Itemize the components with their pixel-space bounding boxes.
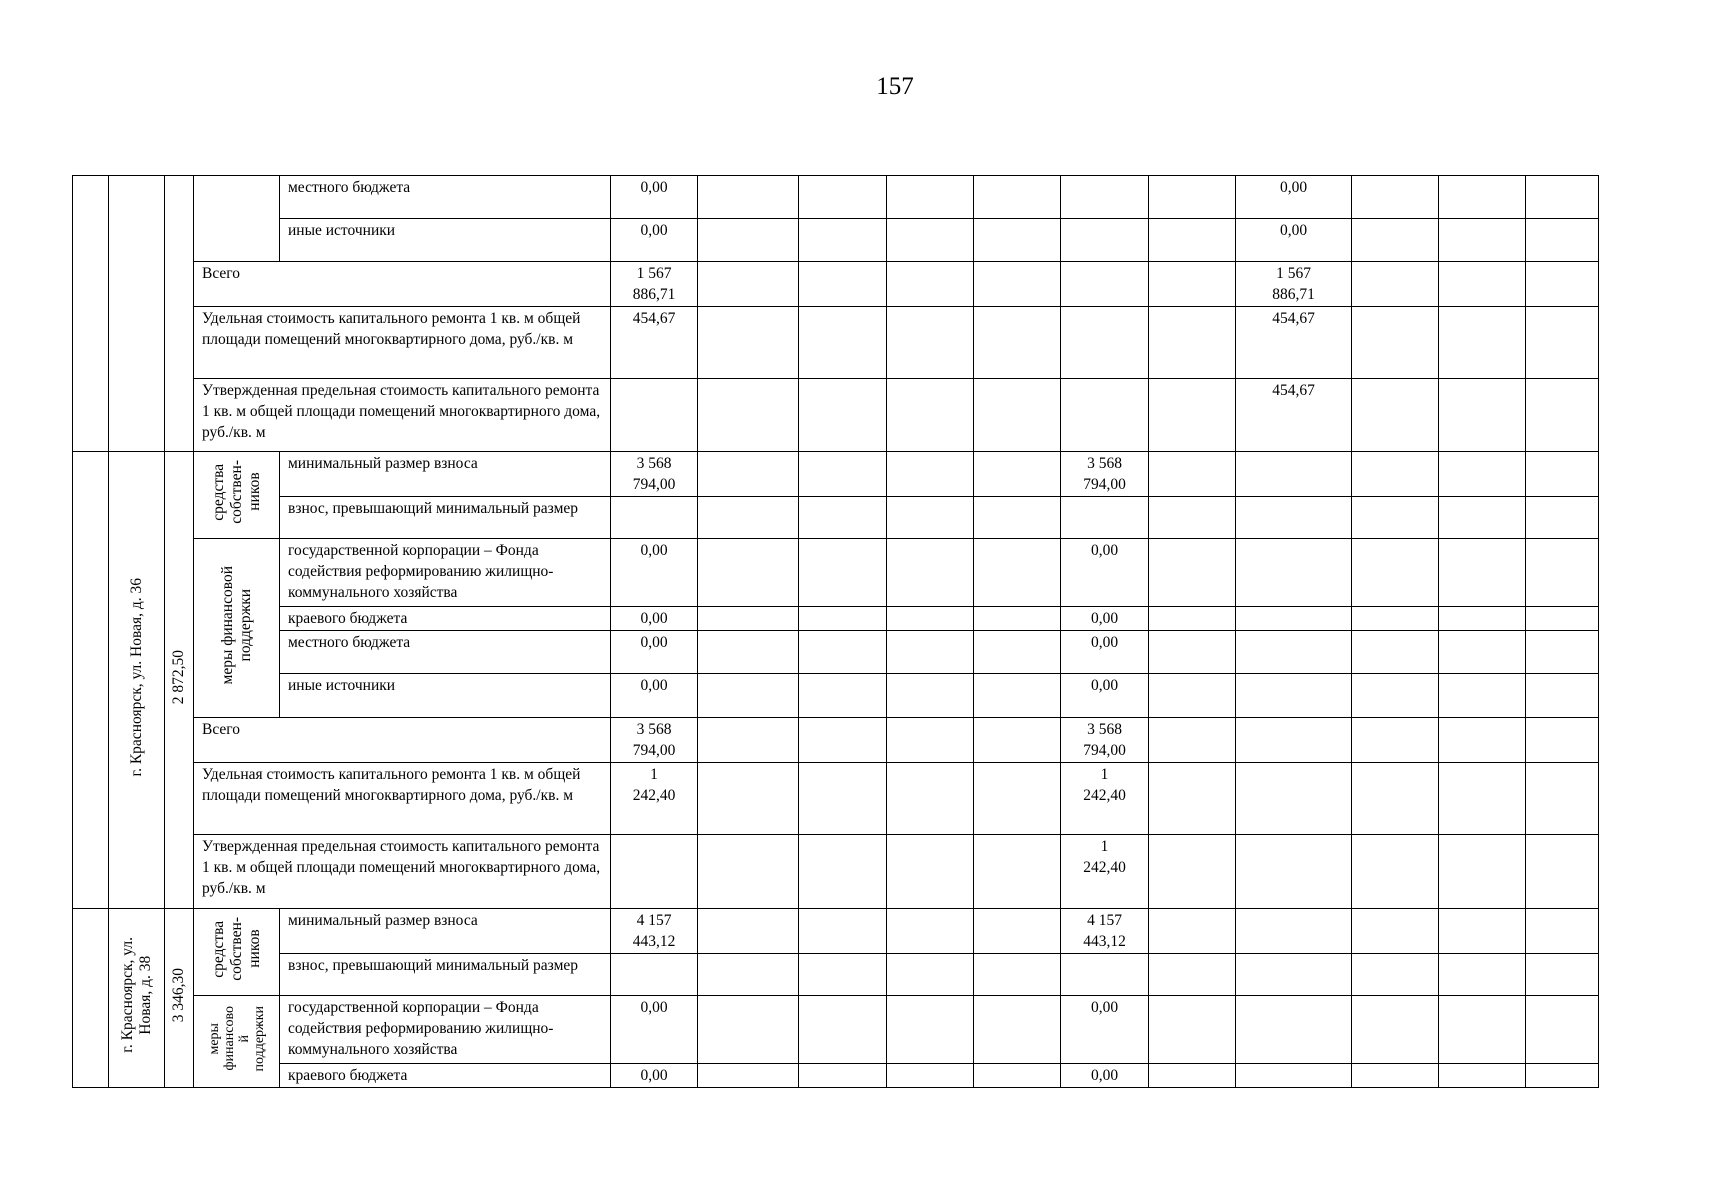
table-cell — [1352, 219, 1439, 262]
table-cell — [974, 763, 1061, 835]
table-cell — [1352, 607, 1439, 631]
table-cell — [1236, 607, 1352, 631]
address-text: г. Красноярск, ул. Новая, д. 36 — [127, 577, 145, 777]
table-cell — [1526, 631, 1599, 674]
total-value: 0,00 — [611, 674, 698, 718]
table-cell — [1439, 307, 1526, 379]
table-row — [73, 497, 1599, 539]
table-cell — [799, 379, 887, 452]
table-cell — [974, 954, 1061, 996]
work-value: 0,00 — [1061, 1064, 1149, 1088]
row-number-cell — [73, 176, 109, 452]
table-cell — [799, 631, 887, 674]
table-cell — [974, 307, 1061, 379]
table-cell — [1149, 954, 1236, 996]
table-cell — [1149, 379, 1236, 452]
table-cell — [1526, 452, 1599, 497]
table-cell — [1352, 763, 1439, 835]
total-value: 0,00 — [611, 996, 698, 1064]
table-cell — [1061, 307, 1149, 379]
table-cell — [1526, 763, 1599, 835]
work-value: 4 157 443,12 — [1061, 909, 1149, 954]
table-cell — [1439, 452, 1526, 497]
table-cell — [698, 909, 799, 954]
table-cell — [799, 996, 887, 1064]
table-row — [73, 262, 1599, 307]
table-cell — [1352, 379, 1439, 452]
total-value: 0,00 — [611, 607, 698, 631]
table-row — [73, 835, 1599, 909]
table-cell — [1526, 497, 1599, 539]
contribution-above-min-label: взнос, превышающий минимальный размер — [280, 954, 611, 996]
table-cell — [1149, 996, 1236, 1064]
table-row — [73, 909, 1599, 954]
table-cell — [887, 996, 974, 1064]
approved-limit-label: Утвержденная предельная стоимость капитального ремонта 1 кв. м общей площади помещений многоквартирного дома, руб./кв. м — [194, 379, 611, 452]
total-value: 454,67 — [611, 307, 698, 379]
table-cell — [799, 219, 887, 262]
table-cell — [1439, 909, 1526, 954]
owners-funds-cell — [194, 452, 280, 539]
table-cell — [974, 262, 1061, 307]
table-cell — [974, 718, 1061, 763]
table-cell — [799, 497, 887, 539]
table-row — [73, 607, 1599, 631]
address-cell — [109, 909, 165, 1088]
work-value: 0,00 — [1236, 176, 1352, 219]
work-value: 0,00 — [1061, 607, 1149, 631]
total-value: 0,00 — [611, 1064, 698, 1088]
owners-funds-line: собствен- — [227, 460, 245, 524]
table-cell — [1526, 909, 1599, 954]
table-cell — [1439, 718, 1526, 763]
table-cell — [887, 763, 974, 835]
table-cell — [1352, 539, 1439, 607]
table-cell — [1236, 909, 1352, 954]
table-cell — [698, 452, 799, 497]
work-value: 0,00 — [1236, 219, 1352, 262]
financial-support-line: поддержки — [236, 588, 254, 662]
table-cell — [799, 307, 887, 379]
table-cell — [887, 539, 974, 607]
table-cell — [799, 674, 887, 718]
other-sources-label: иные источники — [280, 219, 611, 262]
table-cell — [1352, 1064, 1439, 1088]
state-corporation-fund-label: государственной корпорации – Фонда содействия реформированию жилищно-коммунального хозяйства — [280, 996, 611, 1064]
table-cell — [1439, 996, 1526, 1064]
table-row — [73, 954, 1599, 996]
table-cell — [1149, 763, 1236, 835]
table-cell — [1352, 307, 1439, 379]
table-cell — [1236, 835, 1352, 909]
table-cell — [1352, 909, 1439, 954]
table-cell — [799, 176, 887, 219]
table-cell — [1149, 909, 1236, 954]
table-cell — [1526, 1064, 1599, 1088]
work-value: 0,00 — [1061, 631, 1149, 674]
table-cell — [698, 1064, 799, 1088]
area-cell — [165, 909, 194, 1088]
total-label: Всего — [194, 262, 611, 307]
table-row — [73, 718, 1599, 763]
work-value: 0,00 — [1061, 539, 1149, 607]
work-value: 454,67 — [1236, 379, 1352, 452]
table-cell — [1352, 497, 1439, 539]
table-cell — [887, 835, 974, 909]
total-label: Всего — [194, 718, 611, 763]
financial-support-line: меры финансовой — [218, 565, 236, 685]
owners-funds-line: средства — [209, 463, 227, 521]
work-value: 1 242,40 — [1061, 835, 1149, 909]
contribution-above-min-label: взнос, превышающий минимальный размер — [280, 497, 611, 539]
table-cell — [1236, 954, 1352, 996]
local-budget-label: местного бюджета — [280, 176, 611, 219]
table-cell — [974, 452, 1061, 497]
table-cell — [1149, 452, 1236, 497]
table-cell — [799, 452, 887, 497]
table-cell — [799, 954, 887, 996]
table-cell — [1526, 307, 1599, 379]
table-cell — [1352, 631, 1439, 674]
table-cell — [799, 262, 887, 307]
unit-cost-label: Удельная стоимость капитального ремонта 1 кв. м общей площади помещений многоквартирного дома, руб./кв. м — [194, 763, 611, 835]
table-cell — [698, 307, 799, 379]
total-value: 1 242,40 — [611, 763, 698, 835]
table-cell — [698, 835, 799, 909]
table-cell — [1526, 674, 1599, 718]
table-cell — [698, 262, 799, 307]
table-cell — [698, 763, 799, 835]
table-cell — [1061, 954, 1149, 996]
owners-funds-line: ников — [245, 929, 263, 969]
table-row — [73, 763, 1599, 835]
table-cell — [1236, 631, 1352, 674]
table-cell — [1236, 497, 1352, 539]
row-number-cell — [73, 909, 109, 1088]
regional-budget-label: краевого бюджета — [280, 1064, 611, 1088]
table-cell — [1439, 539, 1526, 607]
table-cell — [698, 674, 799, 718]
table-cell — [1352, 176, 1439, 219]
work-value: 3 568 794,00 — [1061, 718, 1149, 763]
funding-group-cell — [194, 176, 280, 262]
table-cell — [887, 452, 974, 497]
table-cell — [698, 539, 799, 607]
other-sources-label: иные источники — [280, 674, 611, 718]
address-line: г. Красноярск, ул. — [118, 937, 136, 1053]
table-cell — [1526, 219, 1599, 262]
table-cell — [1149, 262, 1236, 307]
table-cell — [799, 718, 887, 763]
table-row — [73, 539, 1599, 607]
table-cell — [1526, 996, 1599, 1064]
table-cell — [1439, 1064, 1526, 1088]
table-cell — [887, 718, 974, 763]
total-value: 1 567 886,71 — [611, 262, 698, 307]
area-text: 2 872,50 — [170, 649, 187, 705]
table-cell — [1236, 452, 1352, 497]
table-row — [73, 631, 1599, 674]
table-cell — [887, 909, 974, 954]
table-cell — [887, 176, 974, 219]
total-value: 0,00 — [611, 176, 698, 219]
table-cell — [1352, 674, 1439, 718]
table-cell — [1149, 607, 1236, 631]
table-cell — [974, 379, 1061, 452]
table-row — [73, 1064, 1599, 1088]
table-cell — [887, 379, 974, 452]
table-cell — [1061, 262, 1149, 307]
table-cell — [799, 835, 887, 909]
financial-support-line: поддержки — [251, 1005, 267, 1072]
table-cell — [799, 539, 887, 607]
table-row — [73, 674, 1599, 718]
table-row — [73, 176, 1599, 219]
table-cell — [698, 607, 799, 631]
capital-repair-table — [72, 175, 1599, 1088]
table-cell — [1439, 262, 1526, 307]
table-cell — [1061, 497, 1149, 539]
table-cell — [1236, 674, 1352, 718]
table-cell — [887, 1064, 974, 1088]
table-cell — [1439, 674, 1526, 718]
address-cell — [109, 452, 165, 909]
work-value: 1 567 886,71 — [1236, 262, 1352, 307]
table-cell — [1439, 835, 1526, 909]
min-contribution-label: минимальный размер взноса — [280, 452, 611, 497]
table-cell — [1439, 379, 1526, 452]
row-number-cell — [73, 452, 109, 909]
min-contribution-label: минимальный размер взноса — [280, 909, 611, 954]
table-cell — [1149, 539, 1236, 607]
page-number: 157 — [876, 73, 914, 100]
table-cell — [698, 718, 799, 763]
table-cell — [1149, 497, 1236, 539]
table-cell — [698, 219, 799, 262]
table-cell — [887, 607, 974, 631]
table-cell — [887, 674, 974, 718]
financial-support-line: меры — [206, 1022, 222, 1055]
table-cell — [698, 379, 799, 452]
table-row — [73, 996, 1599, 1064]
table-cell — [1352, 996, 1439, 1064]
table-cell — [1439, 954, 1526, 996]
owners-funds-line: средства — [209, 920, 227, 978]
work-value: 0,00 — [1061, 996, 1149, 1064]
table-cell — [611, 497, 698, 539]
table-cell — [1236, 763, 1352, 835]
table-cell — [1149, 835, 1236, 909]
table-cell — [974, 539, 1061, 607]
table-cell — [1526, 379, 1599, 452]
table-cell — [1149, 1064, 1236, 1088]
table-cell — [1061, 176, 1149, 219]
area-text: 3 346,30 — [170, 967, 187, 1023]
address-cell — [109, 176, 165, 452]
table-cell — [1236, 1064, 1352, 1088]
total-value: 3 568 794,00 — [611, 452, 698, 497]
table-cell — [1352, 452, 1439, 497]
table-cell — [1149, 631, 1236, 674]
table-cell — [698, 176, 799, 219]
table-cell — [1149, 718, 1236, 763]
table-cell — [1526, 539, 1599, 607]
financial-support-line: финансово — [221, 1006, 237, 1071]
table-cell — [1352, 954, 1439, 996]
address-line: Новая, д. 38 — [136, 955, 154, 1035]
financial-support-cell — [194, 539, 280, 718]
table-cell — [799, 1064, 887, 1088]
table-cell — [1149, 307, 1236, 379]
area-cell — [165, 452, 194, 909]
table-row — [73, 452, 1599, 497]
table-cell — [974, 674, 1061, 718]
table-cell — [1439, 631, 1526, 674]
table-cell — [799, 763, 887, 835]
table-cell — [1352, 262, 1439, 307]
table-cell — [1439, 176, 1526, 219]
table-cell — [1526, 835, 1599, 909]
table-cell — [1526, 718, 1599, 763]
table-cell — [887, 497, 974, 539]
table-cell — [1352, 718, 1439, 763]
table-cell — [611, 835, 698, 909]
work-value: 0,00 — [1061, 674, 1149, 718]
total-value: 0,00 — [611, 631, 698, 674]
table-cell — [1149, 674, 1236, 718]
table-cell — [974, 607, 1061, 631]
table-cell — [974, 497, 1061, 539]
table-row — [73, 307, 1599, 379]
table-cell — [1526, 176, 1599, 219]
table-cell — [974, 176, 1061, 219]
table-cell — [974, 219, 1061, 262]
table-cell — [698, 996, 799, 1064]
table-cell — [1236, 718, 1352, 763]
table-cell — [887, 219, 974, 262]
state-corporation-fund-label: государственной корпорации – Фонда содействия реформированию жилищно-коммунального хозяйства — [280, 539, 611, 607]
work-value: 3 568 794,00 — [1061, 452, 1149, 497]
total-value: 0,00 — [611, 219, 698, 262]
total-value: 0,00 — [611, 539, 698, 607]
owners-funds-line: ников — [245, 472, 263, 512]
table-cell — [1439, 763, 1526, 835]
financial-support-cell — [194, 996, 280, 1088]
table-row — [73, 219, 1599, 262]
table-cell — [974, 1064, 1061, 1088]
table-cell — [799, 607, 887, 631]
table-cell — [1061, 379, 1149, 452]
table-cell — [611, 379, 698, 452]
table-cell — [1526, 954, 1599, 996]
approved-limit-label: Утвержденная предельная стоимость капитального ремонта 1 кв. м общей площади помещений многоквартирного дома, руб./кв. м — [194, 835, 611, 909]
table-cell — [1526, 262, 1599, 307]
table-cell — [974, 909, 1061, 954]
table-cell — [611, 954, 698, 996]
area-cell — [165, 176, 194, 452]
unit-cost-label: Удельная стоимость капитального ремонта 1 кв. м общей площади помещений многоквартирного дома, руб./кв. м — [194, 307, 611, 379]
local-budget-label: местного бюджета — [280, 631, 611, 674]
table-cell — [887, 262, 974, 307]
table-cell — [974, 631, 1061, 674]
table-cell — [1061, 219, 1149, 262]
work-value: 1 242,40 — [1061, 763, 1149, 835]
table-cell — [1352, 835, 1439, 909]
owners-funds-line: собствен- — [227, 917, 245, 981]
regional-budget-label: краевого бюджета — [280, 607, 611, 631]
table-cell — [974, 835, 1061, 909]
financial-support-line: й — [236, 1034, 252, 1043]
table-cell — [698, 497, 799, 539]
table-cell — [1149, 176, 1236, 219]
table-cell — [974, 996, 1061, 1064]
total-value: 3 568 794,00 — [611, 718, 698, 763]
total-value: 4 157 443,12 — [611, 909, 698, 954]
table-cell — [698, 631, 799, 674]
table-cell — [887, 954, 974, 996]
table-cell — [887, 307, 974, 379]
table-cell — [887, 631, 974, 674]
table-cell — [698, 954, 799, 996]
table-row — [73, 379, 1599, 452]
work-value: 454,67 — [1236, 307, 1352, 379]
table-cell — [1439, 497, 1526, 539]
table-cell — [1236, 996, 1352, 1064]
table-cell — [1149, 219, 1236, 262]
table-cell — [799, 909, 887, 954]
table-cell — [1526, 607, 1599, 631]
table-cell — [1439, 607, 1526, 631]
table-cell — [1236, 539, 1352, 607]
owners-funds-cell — [194, 909, 280, 996]
table-cell — [1439, 219, 1526, 262]
